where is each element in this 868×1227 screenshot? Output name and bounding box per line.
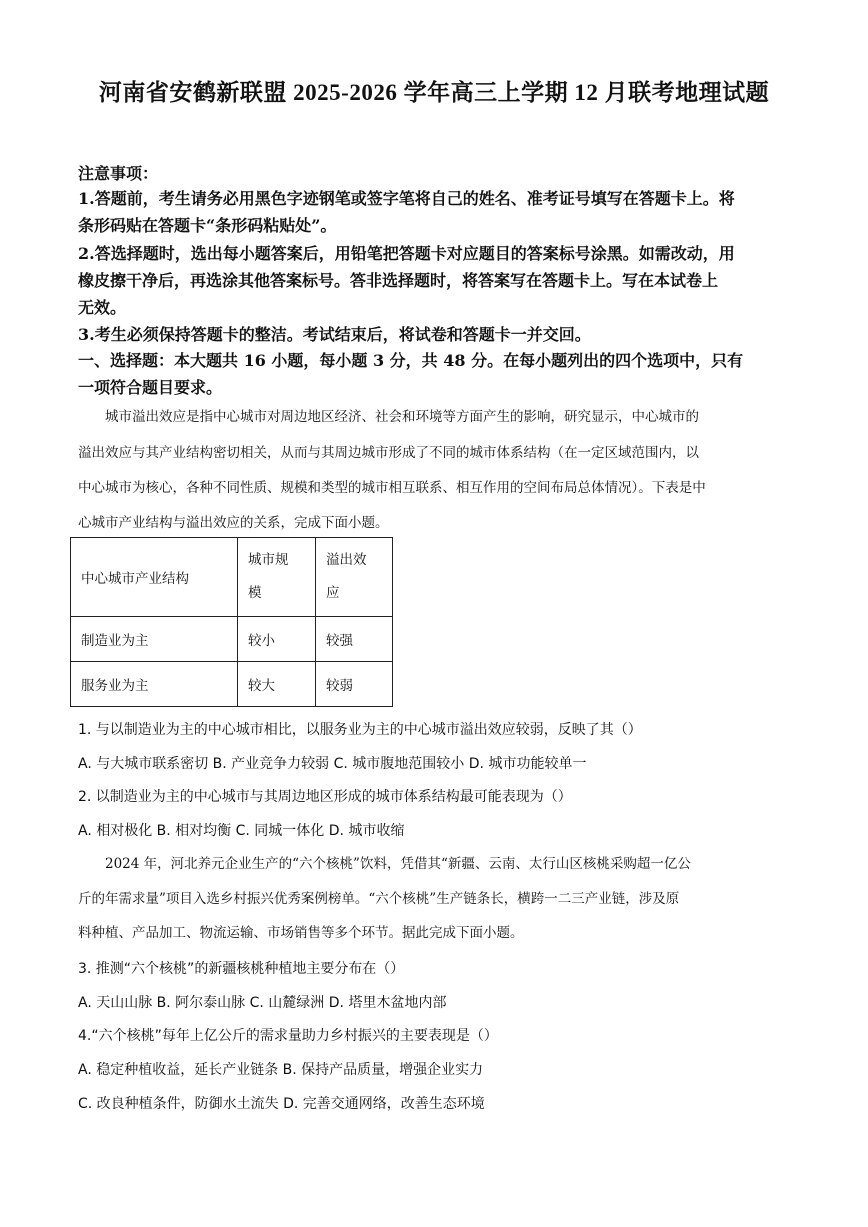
passage1-line1: 城市溢出效应是指中心城市对周边地区经济、社会和环境等方面产生的影响，研究显示，中心城市的 — [105, 409, 699, 425]
table-header-scale-line2: 模 — [248, 585, 262, 601]
notice-item-1b: 条形码贴在答题卡“条形码粘贴处”。 — [78, 216, 337, 235]
question-4: 4.“六个核桃”每年上亿公斤的需求量助力乡村振兴的主要表现是（） — [78, 1028, 498, 1044]
passage1-line4: 心城市产业结构与溢出效应的关系，完成下面小题。 — [78, 515, 389, 531]
table-row — [71, 617, 393, 662]
table-header-scale-line1: 城市规 — [248, 552, 289, 568]
passage1-line3: 中心城市为核心，各种不同性质、规模和类型的城市相互联系、相互作用的空间布局总体情况）。下表是中 — [78, 480, 706, 496]
table-header-spillover-line2: 应 — [326, 585, 340, 601]
table-header-row — [71, 538, 393, 617]
section-heading-a: 一、选择题：本大题共 16 小题，每小题 3 分，共 48 分。在每小题列出的四个选项中，只有 — [78, 351, 744, 370]
table-cell: 较小 — [238, 617, 316, 662]
table-header-structure: 中心城市产业结构 — [71, 538, 238, 617]
question-3-options: A. 天山山脉 B. 阿尔泰山脉 C. 山麓绿洲 D. 塔里木盆地内部 — [78, 995, 447, 1011]
notice-item-2c: 无效。 — [78, 298, 127, 317]
table-cell: 服务业为主 — [71, 662, 238, 707]
table-cell: 较大 — [238, 662, 316, 707]
table-cell: 较弱 — [316, 662, 393, 707]
question-3: 3. 推测“六个核桃”的新疆核桃种植地主要分布在（） — [78, 961, 405, 977]
industry-spillover-table — [70, 537, 393, 707]
question-4-options-b: C. 改良种植条件，防御水土流失 D. 完善交通网络，改善生态环境 — [78, 1096, 485, 1112]
question-2-options: A. 相对极化 B. 相对均衡 C. 同城一体化 D. 城市收缩 — [78, 823, 405, 839]
notice-item-2a: 2.答选择题时，选出每小题答案后，用铅笔把答题卡对应题目的答案标号涂黑。如需改动，用 — [78, 244, 735, 263]
table-header-spillover — [316, 538, 393, 617]
notice-heading: 注意事项： — [78, 164, 159, 183]
table-header-scale — [238, 538, 316, 617]
passage1-line2: 溢出效应与其产业结构密切相关，从而与其周边城市形成了不同的城市体系结构（在一定区域范围内，以 — [78, 445, 699, 461]
page-title: 河南省安鹤新联盟 2025-2026 学年高三上学期 12 月联考地理试题 — [98, 80, 770, 105]
question-1-options: A. 与大城市联系密切 B. 产业竞争力较弱 C. 城市腹地范围较小 D. 城市功能较单一 — [78, 756, 587, 772]
notice-item-3: 3.考生必须保持答题卡的整洁。考试结束后，将试卷和答题卡一并交回。 — [78, 325, 591, 344]
table-header-spillover-line1: 溢出效 — [326, 552, 367, 568]
table-cell: 制造业为主 — [71, 617, 238, 662]
passage2-line2: 斤的年需求量”项目入选乡村振兴优秀案例榜单。“六个核桃”生产链条长，横跨一二三产业链，涉及原 — [78, 891, 680, 907]
notice-item-1a: 1.答题前，考生请务必用黑色字迹钢笔或签字笔将自己的姓名、准考证号填写在答题卡上。将 — [78, 189, 735, 208]
passage2-line1: 2024 年，河北养元企业生产的“六个核桃”饮料，凭借其“新疆、云南、太行山区核桃采购超一亿公 — [105, 856, 691, 872]
question-2: 2. 以制造业为主的中心城市与其周边地区形成的城市体系结构最可能表现为（） — [78, 789, 572, 805]
table-cell: 较强 — [316, 617, 393, 662]
notice-item-2b: 橡皮擦干净后，再选涂其他答案标号。答非选择题时，将答案写在答题卡上。写在本试卷上 — [78, 271, 719, 290]
passage2-line3: 料种植、产品加工、物流运输、市场销售等多个环节。据此完成下面小题。 — [78, 925, 524, 941]
question-4-options-a: A. 稳定种植收益，延长产业链条 B. 保持产品质量，增强企业实力 — [78, 1062, 484, 1078]
section-heading-b: 一项符合题目要求。 — [78, 378, 223, 397]
question-1: 1. 与以制造业为主的中心城市相比，以服务业为主的中心城市溢出效应较弱，反映了其（） — [78, 722, 642, 738]
table-row — [71, 662, 393, 707]
